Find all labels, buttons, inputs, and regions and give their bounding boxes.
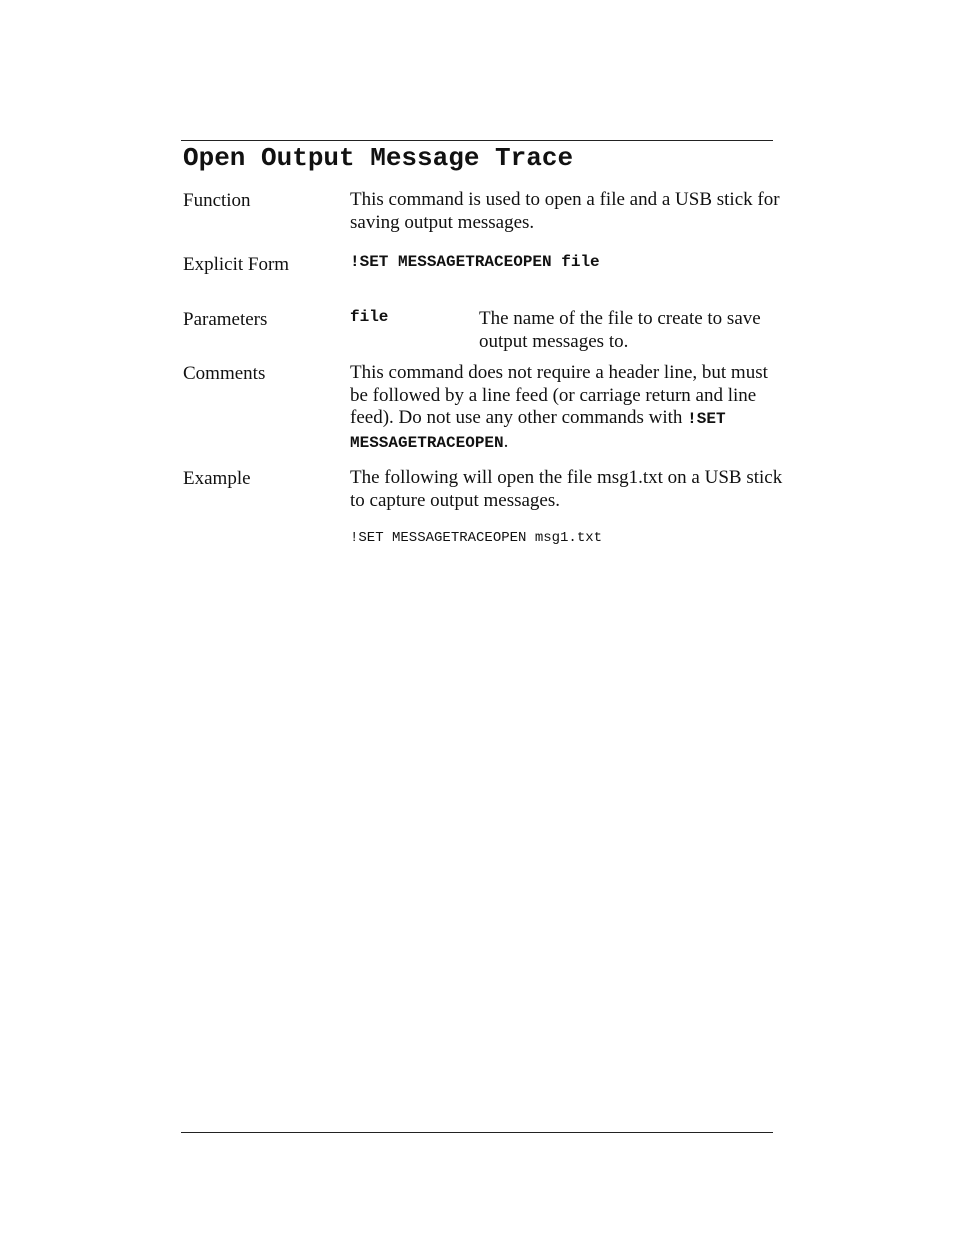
- explicit-form-code: !SET MESSAGETRACEOPEN file: [350, 253, 600, 271]
- function-text: This command is used to open a file and a USB stick for saving output messages.: [350, 189, 780, 233]
- example-code: !SET MESSAGETRACEOPEN msg1.txt: [350, 530, 603, 546]
- parameter-name: file: [350, 308, 389, 326]
- comments-suffix: .: [503, 430, 509, 452]
- comments-label: Comments: [183, 363, 266, 384]
- page-title: Open Output Message Trace: [183, 143, 574, 173]
- example-text: The following will open the file msg1.txt on a USB stick to capture output messages.: [350, 467, 783, 511]
- example-label: Example: [183, 468, 251, 489]
- bottom-rule: [181, 1132, 773, 1133]
- parameter-description: The name of the file to create to save output messages to.: [479, 308, 761, 352]
- comments-code: !SET MESSAGETRACEOPEN: [350, 410, 726, 452]
- explicit-form-label: Explicit Form: [183, 254, 290, 275]
- parameters-label: Parameters: [183, 309, 268, 330]
- function-label: Function: [183, 190, 251, 211]
- comments-body: This command does not require a header line, but must be followed by a line feed (or carriage return and line feed). Do not use any other commands with: [350, 362, 768, 428]
- comments-text: [350, 362, 790, 454]
